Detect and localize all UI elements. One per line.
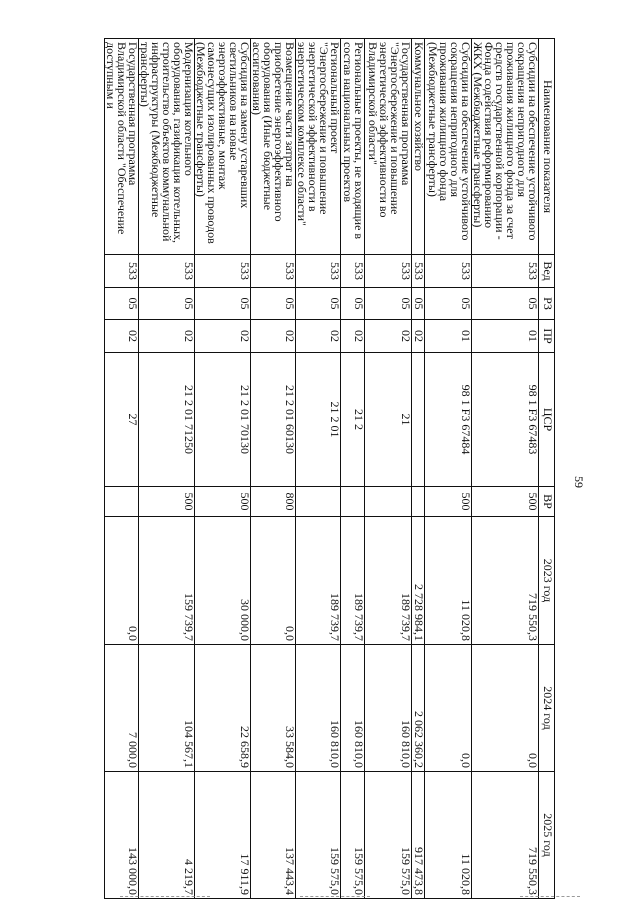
row-name: Государственная программа Владимирской области "Обеспечение доступным и: [105, 39, 139, 255]
row-ved: 533: [472, 255, 539, 288]
row-2023: 189 739,7: [341, 517, 365, 645]
row-name: Региональные проекты, не входящие в состав национальных проектов: [341, 39, 365, 255]
row-name: Субсидии на обеспечение устойчивого сокращения непригодного для проживания жилищного фонда (Межбюджетные трансферты): [425, 39, 472, 255]
row-vr: 500: [425, 487, 472, 517]
page-number: 59: [572, 476, 586, 488]
row-vr: 500: [195, 487, 251, 517]
row-2025: 137 443,4: [251, 772, 296, 899]
row-csr: 21 2: [341, 353, 365, 487]
row-2025: 11 020,8: [425, 772, 472, 899]
row-vr: [365, 487, 412, 517]
row-ved: 533: [341, 255, 365, 288]
row-2025: 17 911,9: [195, 772, 251, 899]
column-header-pr: ПР: [539, 320, 555, 353]
row-2023: 0,0: [251, 517, 296, 645]
row-name: Возмещение части затрат на приобретение энергоэффективного оборудования (Иные бюджетные ассигнования): [251, 39, 296, 255]
row-name: Коммунальное хозяйство: [412, 39, 425, 255]
row-ved: 533: [365, 255, 412, 288]
rotated-page-content: [35, 38, 555, 898]
scan-edge-mark: [520, 896, 580, 897]
row-pr: 02: [412, 320, 425, 353]
row-vr: [296, 487, 341, 517]
row-rz: 05: [472, 288, 539, 320]
row-rz: 05: [425, 288, 472, 320]
row-rz: 05: [365, 288, 412, 320]
column-header-2023: 2023 год: [539, 517, 555, 645]
row-vr: 500: [472, 487, 539, 517]
row-2025: 159 575,0: [365, 772, 412, 899]
row-name: Субсидии на обеспечение устойчивого сокращения непригодного для проживания жилищного фонда за счет средств государственной корпорации - Фонда содействия реформированию ЖКХ (Межбюджетные трансферты): [472, 39, 539, 255]
row-rz: 05: [105, 288, 139, 320]
row-2024: 7 000,0: [105, 645, 139, 772]
row-name: Модернизация котельного оборудования, газификация котельных, строительство объектов коммунальной инфраструктуры (Межбюджетные трансферты): [139, 39, 195, 255]
row-2024: 104 567,1: [139, 645, 195, 772]
row-rz: 05: [251, 288, 296, 320]
table-row: [139, 39, 195, 899]
row-rz: 05: [139, 288, 195, 320]
row-ved: 533: [296, 255, 341, 288]
row-ved: 533: [195, 255, 251, 288]
row-pr: 02: [365, 320, 412, 353]
row-2023: 189 739,7: [296, 517, 341, 645]
row-rz: 05: [296, 288, 341, 320]
row-vr: [412, 487, 425, 517]
row-2023: 2 728 984,1: [412, 517, 425, 645]
table-row: [365, 39, 412, 899]
row-2024: 33 584,0: [251, 645, 296, 772]
row-pr: 02: [105, 320, 139, 353]
column-header-ved: Вед: [539, 255, 555, 288]
row-2023: 0,0: [105, 517, 139, 645]
row-csr: 21: [365, 353, 412, 487]
row-2024: 0,0: [425, 645, 472, 772]
row-2023: 159 739,7: [139, 517, 195, 645]
row-csr: 98 1 F3 67483: [472, 353, 539, 487]
row-ved: 533: [412, 255, 425, 288]
row-vr: 800: [251, 487, 296, 517]
row-name: Региональный проект "Энергосбережение и повышение энергетической эффективности в энергетическом комплексе области": [296, 39, 341, 255]
row-pr: 02: [341, 320, 365, 353]
column-header-name: Наименование показателя: [539, 39, 555, 255]
table-row: [105, 39, 139, 899]
row-ved: 533: [251, 255, 296, 288]
row-2023: 189 739,7: [365, 517, 412, 645]
row-2023: 719 550,3: [472, 517, 539, 645]
row-pr: 01: [472, 320, 539, 353]
column-header-csr: ЦСР: [539, 353, 555, 487]
row-2024: 0,0: [472, 645, 539, 772]
row-2025: 159 575,0: [341, 772, 365, 899]
row-rz: 05: [412, 288, 425, 320]
row-csr: [412, 353, 425, 487]
row-pr: 02: [139, 320, 195, 353]
row-pr: 01: [425, 320, 472, 353]
row-pr: 02: [195, 320, 251, 353]
table-row: [251, 39, 296, 899]
row-2025: 143 000,0: [105, 772, 139, 899]
row-2025: 917 473,8: [412, 772, 425, 899]
scan-edge-mark: [120, 896, 210, 897]
row-2023: 30 000,0: [195, 517, 251, 645]
row-csr: 21 2 01 60130: [251, 353, 296, 487]
row-name: Субсидия на замену устаревших светильников на новые энергоэффективные, монтаж самонесущих изолированных проводов (Межбюджетные трансферты): [195, 39, 251, 255]
table-row: [341, 39, 365, 899]
row-2024: 2 062 360,2: [412, 645, 425, 772]
row-pr: 02: [296, 320, 341, 353]
row-2024: 160 810,0: [341, 645, 365, 772]
row-2024: 160 810,0: [365, 645, 412, 772]
row-csr: 21 2 01: [296, 353, 341, 487]
column-header-rz: РЗ: [539, 288, 555, 320]
row-name: Государственная программа "Энергосбережение и повышение энергетической эффективности во Владимирской области": [365, 39, 412, 255]
row-ved: 533: [425, 255, 472, 288]
row-csr: 27: [105, 353, 139, 487]
row-2025: 159 575,0: [296, 772, 341, 899]
table-header-row: [539, 39, 555, 899]
row-csr: 98 1 F3 67484: [425, 353, 472, 487]
row-2025: 719 550,3: [472, 772, 539, 899]
row-pr: 02: [251, 320, 296, 353]
table-row: [412, 39, 425, 899]
row-2025: 4 219,7: [139, 772, 195, 899]
row-vr: [341, 487, 365, 517]
column-header-2025: 2025 год: [539, 772, 555, 899]
row-vr: [105, 487, 139, 517]
row-csr: 21 2 01 70130: [195, 353, 251, 487]
scan-edge-mark: [300, 896, 370, 897]
row-2023: 11 020,8: [425, 517, 472, 645]
row-csr: 21 2 01 71250: [139, 353, 195, 487]
row-ved: 533: [105, 255, 139, 288]
row-vr: 500: [139, 487, 195, 517]
row-2024: 160 810,0: [296, 645, 341, 772]
column-header-2024: 2024 год: [539, 645, 555, 772]
row-rz: 05: [195, 288, 251, 320]
row-ved: 533: [139, 255, 195, 288]
column-header-vr: ВР: [539, 487, 555, 517]
row-2024: 22 658,9: [195, 645, 251, 772]
table-row: [425, 39, 472, 899]
budget-table: [104, 38, 555, 899]
row-rz: 05: [341, 288, 365, 320]
table-row: [472, 39, 539, 899]
table-row: [195, 39, 251, 899]
table-row: [296, 39, 341, 899]
